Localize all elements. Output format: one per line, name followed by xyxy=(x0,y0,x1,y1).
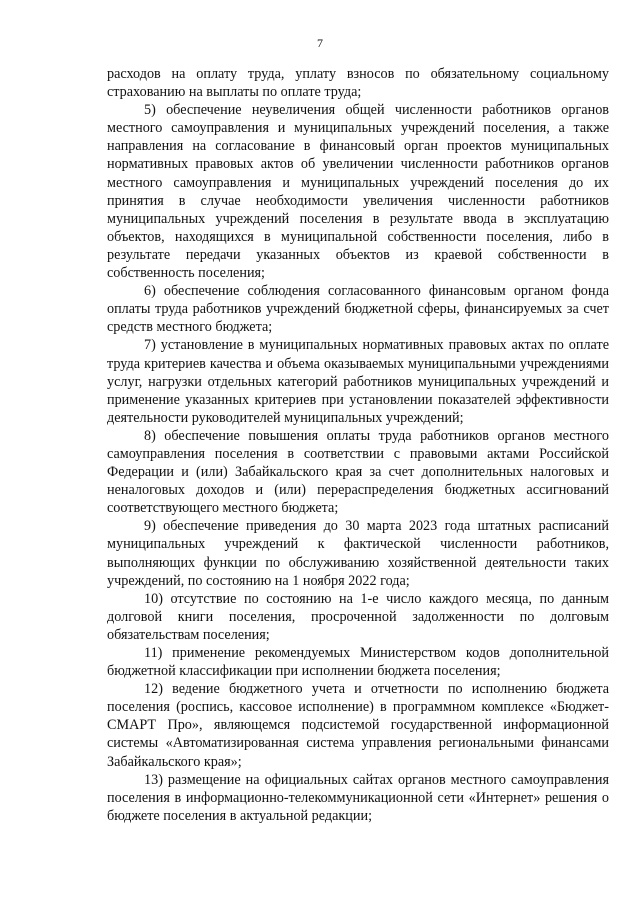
paragraph-item-10: 10) отсутствие по состоянию на 1-е число каждого месяца, по данным долговой книги поселения, просроченной задолженности по долговым обязательствам поселения; xyxy=(107,590,609,643)
paragraph-item-5: 5) обеспечение неувеличения общей численности работников органов местного самоуправления и муниципальных учреждений поселения, а также направления на согласование в финансовый орган проектов муниципальных нормативных правовых актов об увеличении численности работников органов местного самоуправления и муниципальных учреждений поселения до их принятия в случае необходимости увеличения численности работников муниципальных учреждений поселения в результате ввода в эксплуатацию объектов, находящихся в муниципальной собственности поселения, либо в результате передачи указанных объектов из краевой собственности в собственность поселения; xyxy=(107,102,609,282)
paragraph-item-6: 6) обеспечение соблюдения согласованного финансовым органом фонда оплаты труда работников учреждений бюджетной сферы, финансируемых за счет средств местного бюджета; xyxy=(107,283,609,336)
paragraph-item-11: 11) применение рекомендуемых Министерством кодов дополнительной бюджетной классификации при исполнении бюджета поселения; xyxy=(107,645,609,680)
paragraph-item-7: 7) установление в муниципальных нормативных правовых актах по оплате труда критериев качества и объема оказываемых муниципальными учреждениями услуг, нагрузки отдельных категорий работников муниципальных учреждений и применение указанных критериев при установлении показателей эффективности деятельности руководителей муниципальных учреждений; xyxy=(107,337,609,426)
page-number: 7 xyxy=(317,36,323,50)
paragraph-item-8: 8) обеспечение повышения оплаты труда работников органов местного самоуправления поселения в соответствии с правовыми актами Российской Федерации и (или) Забайкальского края за счет дополнительных налоговых и неналоговых доходов и (или) перераспределения бюджетных ассигнований соответствующего местного бюджета; xyxy=(107,427,609,517)
paragraph-continuation: расходов на оплату труда, уплату взносов по обязательному социальному страхованию на выплаты по оплате труда; xyxy=(107,66,609,101)
document-body xyxy=(107,65,609,825)
paragraph-item-13: 13) размещение на официальных сайтах органов местного самоуправления поселения в информационно-телекоммуникационной сети «Интернет» решения о бюджете поселения в актуальной редакции; xyxy=(107,771,609,824)
paragraph-item-12: 12) ведение бюджетного учета и отчетности по исполнению бюджета поселения (роспись, кассовое исполнение) в программном комплексе «Бюджет-СМАРТ Про», являющемся подсистемой государственной информационной системы «Автоматизированная система управления региональными финансами Забайкальского края»; xyxy=(107,681,609,770)
paragraph-item-9: 9) обеспечение приведения до 30 марта 2023 года штатных расписаний муниципальных учреждений к фактической численности работников, выполняющих функции по обслуживанию хозяйственной деятельности таких учреждений, по состоянию на 1 ноября 2022 года; xyxy=(107,518,609,589)
